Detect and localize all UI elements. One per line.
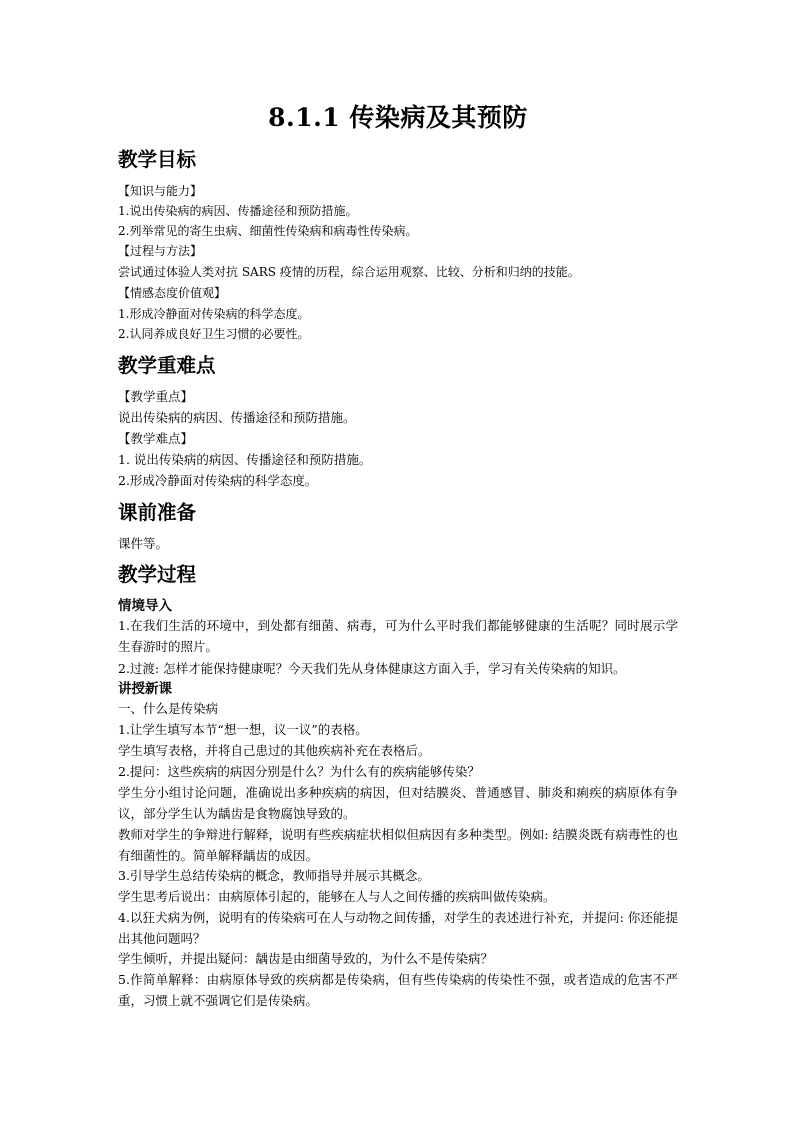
section-heading-goals: 教学目标 bbox=[118, 148, 197, 171]
label-difficulty: 【教学难点】 bbox=[118, 431, 194, 446]
step-2b: 学生分小组讨论问题，准确说出多种疾病的病因，但对结膜炎、普通感冒、肺炎和痢疾的病原体有争议，部分学生认为龋齿是食物腐蚀导致的。 bbox=[118, 785, 678, 821]
label-process: 【过程与方法】 bbox=[118, 244, 203, 258]
goal-emotion-1: 1.形成冷静面对传染病的科学态度。 bbox=[118, 307, 310, 321]
label-knowledge: 【知识与能力】 bbox=[118, 184, 203, 198]
label-emotion: 【情感态度价值观】 bbox=[118, 286, 227, 300]
step-2c: 教师对学生的争辩进行解释，说明有些疾病症状相似但病因有多种类型。例如: 结膜炎既有病毒性的也有细菌性的。简单解释龋齿的成因。 bbox=[118, 827, 678, 863]
section-heading-process: 教学过程 bbox=[118, 563, 197, 586]
intro-paragraph-1: 1.在我们生活的环境中，到处都有细菌、病毒，可为什么平时我们都能够健康的生活呢？同时展示学生春游时的照片。 bbox=[118, 618, 678, 654]
label-focus: 【教学重点】 bbox=[118, 389, 194, 404]
step-4: 4.以狂犬病为例，说明有的传染病可在人与动物之间传播，对学生的表述进行补充，并提问: 你还能提出其他问题吗？ bbox=[118, 910, 678, 946]
step-1: 1.让学生填写本节“想一想，议一议”的表格。 bbox=[118, 722, 368, 737]
section-heading-prep: 课前准备 bbox=[118, 501, 197, 524]
focus-1: 说出传染病的病因、传播途径和预防措施。 bbox=[118, 410, 356, 425]
part-heading-1: 一、什么是传染病 bbox=[118, 701, 219, 716]
goal-emotion-2: 2.认同养成良好卫生习惯的必要性。 bbox=[118, 327, 310, 341]
subheading-new-lesson: 讲授新课 bbox=[118, 681, 172, 697]
step-2: 2.提问：这些疾病的病因分别是什么？为什么有的疾病能够传染？ bbox=[118, 764, 480, 779]
step-3b: 学生思考后说出：由病原体引起的，能够在人与人之间传播的疾病叫做传染病。 bbox=[118, 889, 556, 904]
prep-text: 课件等。 bbox=[118, 536, 169, 551]
subheading-intro: 情境导入 bbox=[118, 598, 172, 614]
goal-knowledge-1: 1.说出传染病的病因、传播途径和预防措施。 bbox=[118, 204, 358, 218]
step-4b: 学生倾听，并提出疑问：龋齿是由细菌导致的，为什么不是传染病？ bbox=[118, 951, 494, 966]
difficulty-1: 1. 说出传染病的病因、传播途径和预防措施。 bbox=[118, 452, 372, 467]
step-1b: 学生填写表格，并将自己患过的其他疾病补充在表格后。 bbox=[118, 743, 431, 758]
step-5: 5.作简单解释：由病原体导致的疾病都是传染病，但有些传染病的传染性不强，或者造成的危害不严重，习惯上就不强调它们是传染病。 bbox=[118, 972, 678, 1008]
intro-paragraph-2: 2.过渡: 怎样才能保持健康呢？今天我们先从身体健康这方面入手，学习有关传染病的知识。 bbox=[118, 661, 626, 676]
section-heading-keypoints: 教学重难点 bbox=[118, 354, 216, 377]
page-title: 8.1.1 传染病及其预防 bbox=[268, 103, 528, 132]
goal-process-1: 尝试通过体验人类对抗 SARS 疫情的历程，综合运用观察、比较、分析和归纳的技能。 bbox=[118, 265, 580, 279]
step-3: 3.引导学生总结传染病的概念，教师指导并展示其概念。 bbox=[118, 868, 430, 883]
goal-knowledge-2: 2.列举常见的寄生虫病、细菌性传染病和病毒性传染病。 bbox=[118, 224, 418, 238]
difficulty-2: 2.形成冷静面对传染病的科学态度。 bbox=[118, 473, 318, 488]
